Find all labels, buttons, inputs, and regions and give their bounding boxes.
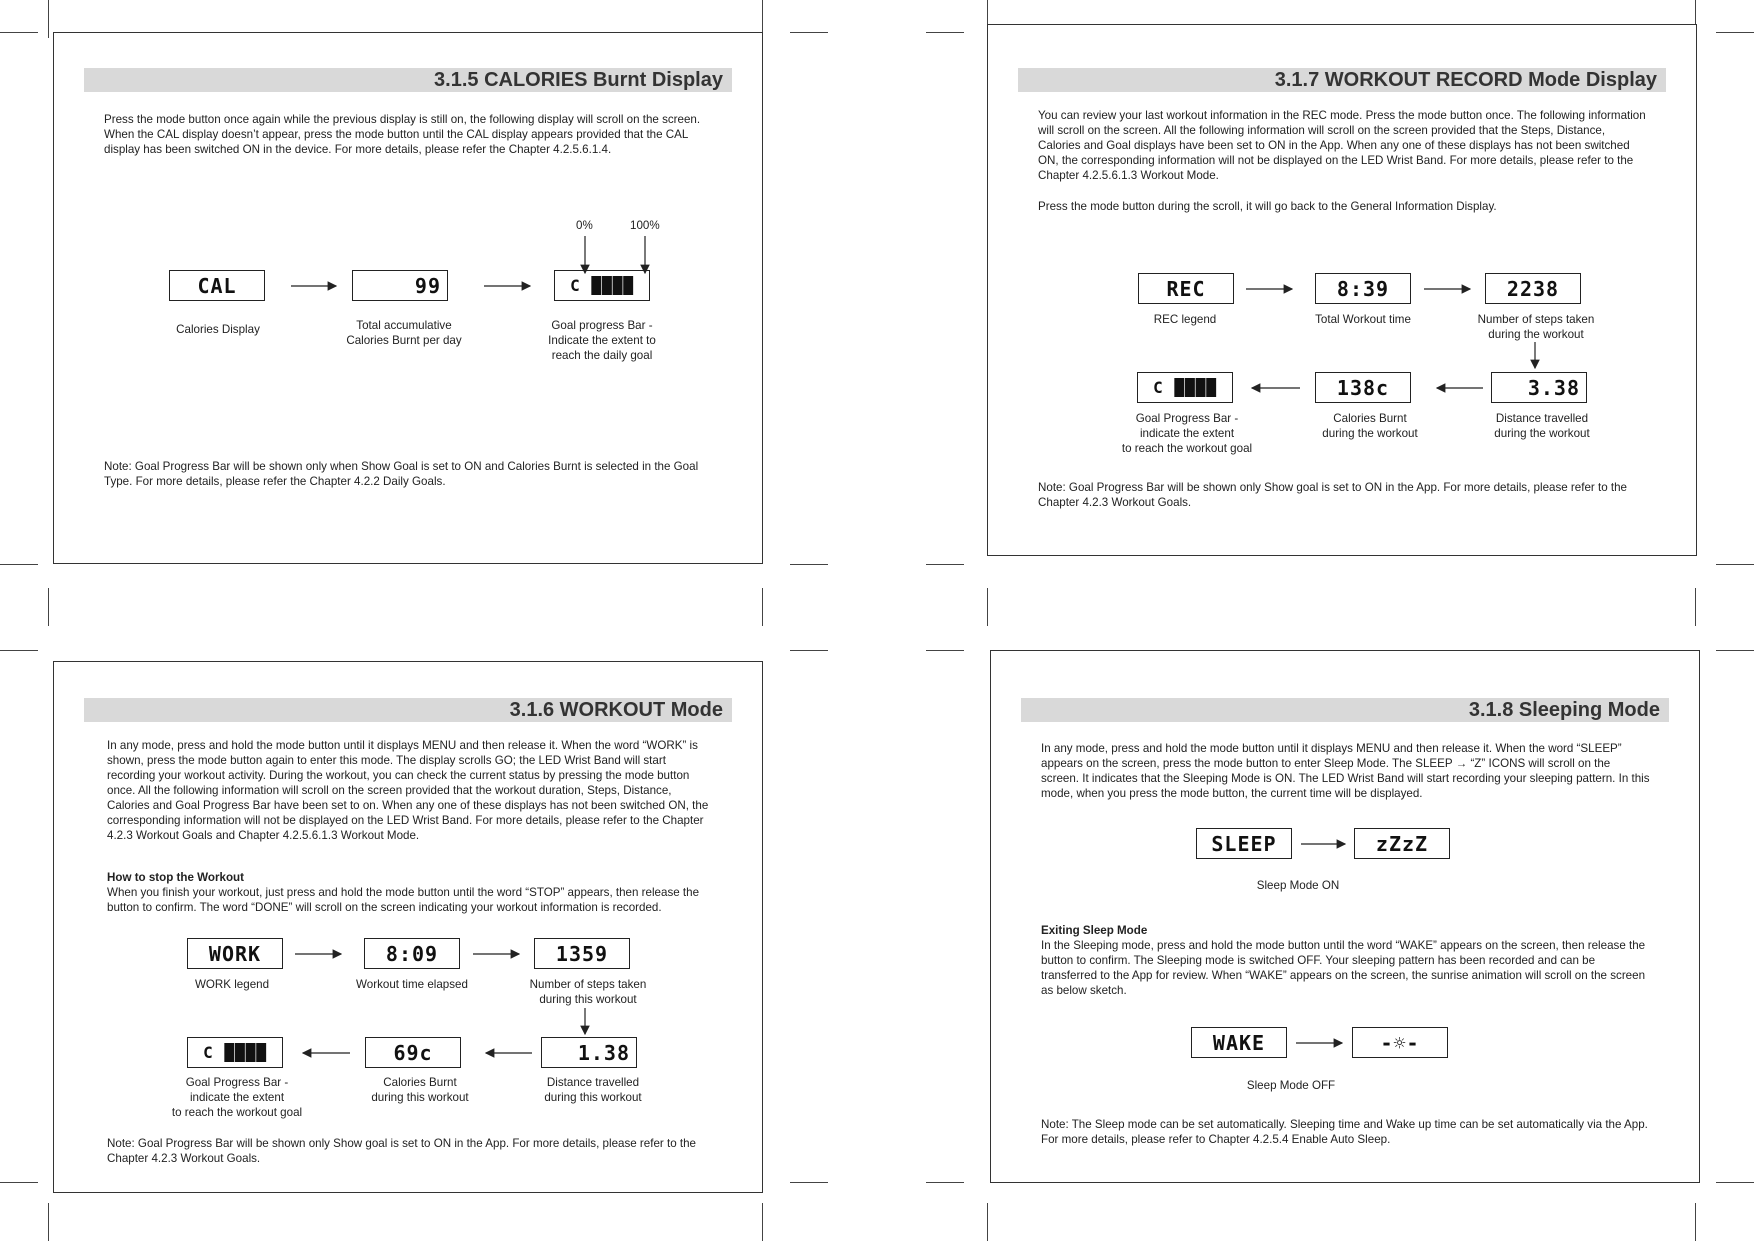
caption-work: WORK legend <box>194 978 270 991</box>
crop-mark <box>0 32 38 33</box>
led-text: 138c <box>1336 375 1390 400</box>
caption-calories: Calories Burnt during the workout <box>1322 412 1418 440</box>
caption-goal-bar: Goal Progress Bar - indicate the extent to reach the workout goal <box>1121 412 1253 455</box>
led-text: 99 <box>414 273 441 298</box>
stop-text: When you finish your workout, just press and hold the mode button until the word “STOP” appears, then release the button to confirm. The word “DONE” will scroll on the screen indicating your workout information is recorded. <box>107 886 700 914</box>
led-text: 69c <box>393 1040 433 1065</box>
caption-steps: Number of steps taken during the workout <box>1477 313 1595 341</box>
section-title: 3.1.6 WORKOUT Mode <box>509 699 723 721</box>
crop-mark <box>0 1182 38 1183</box>
section-title: 3.1.7 WORKOUT RECORD Mode Display <box>1274 69 1657 91</box>
caption-distance: Distance travelled during the workout <box>1494 412 1590 440</box>
led-text: zZzZ <box>1375 831 1429 856</box>
caption-goal-bar: Goal progress Bar - Indicate the extent to reach the daily goal <box>548 319 656 362</box>
exit-heading: Exiting Sleep Mode <box>1041 924 1148 937</box>
led-text: 2238 <box>1506 276 1560 301</box>
section-title: 3.1.5 CALORIES Burnt Display <box>434 69 723 91</box>
led-text: 8:09 <box>385 941 439 966</box>
caption-calories-display: Calories Display <box>176 323 260 336</box>
crop-mark <box>926 650 964 651</box>
led-text: 3.38 <box>1527 375 1580 400</box>
intro-text: Press the mode button once again while the previous display is still on, the following display will scroll on the screen. When the CAL display doesn’t appear, press the mode button until the CAL display appears provided that the CAL display has been switched ON in the device. For more details, please refer the Chapter 4.2.5.6.1.4. <box>104 113 701 156</box>
crop-mark <box>1695 588 1696 626</box>
workout-record-page <box>987 24 1697 556</box>
crop-mark <box>48 588 49 626</box>
crop-mark <box>926 1182 964 1183</box>
note-text: Note: The Sleep mode can be set automatically. Sleeping time and Wake up time can be set automatically via the App. For more details, please refer to Chapter 4.2.5.4 Enable Auto Sleep. <box>1041 1118 1648 1146</box>
caption-total-calories: Total accumulative Calories Burnt per day <box>346 319 462 347</box>
note-text: Note: Goal Progress Bar will be shown only Show goal is set to ON in the App. For more details, please refer to the Chapter 4.2.3 Workout Goals. <box>1038 481 1627 509</box>
crop-mark <box>926 564 964 565</box>
caption-steps: Number of steps taken during this workout <box>529 978 647 1006</box>
caption-calories: Calories Burnt during this workout <box>371 1076 469 1104</box>
flow-arrows <box>54 662 762 1192</box>
percent-end-label: 100% <box>630 219 660 232</box>
caption-time: Workout time elapsed <box>356 978 468 991</box>
crop-mark <box>1716 564 1754 565</box>
led-text: 1359 <box>555 941 609 966</box>
crop-mark <box>762 1203 763 1241</box>
crop-mark <box>0 650 38 651</box>
crop-mark <box>790 32 828 33</box>
crop-mark <box>1695 1203 1696 1241</box>
crop-mark <box>987 1203 988 1241</box>
crop-mark <box>790 650 828 651</box>
led-text: REC <box>1166 276 1206 301</box>
intro-text: You can review your last workout information in the REC mode. Press the mode button once. The following information will scroll on the screen. All the following information will scroll on the screen provided that the Steps, Distance, Calories and Goal displays have been set to ON in the App. When any one of these displays has not been switched ON, the corresponding information will not be displayed on the LED Wrist Band. For more details, please refer to the Chapter 4.2.5.6.1.3 Workout Mode. <box>1038 109 1646 182</box>
crop-mark <box>987 588 988 626</box>
caption-sleep-off: Sleep Mode OFF <box>1246 1079 1336 1092</box>
led-text: WAKE <box>1212 1030 1266 1055</box>
flow-arrows <box>991 651 1699 1182</box>
crop-mark <box>762 588 763 626</box>
crop-mark <box>1716 1182 1754 1183</box>
calories-page <box>53 32 763 564</box>
led-text: SLEEP <box>1211 831 1277 856</box>
crop-mark <box>1716 650 1754 651</box>
intro-text: In any mode, press and hold the mode button until it displays MENU and then release it. When the word “SLEEP” appears on the screen, press the mode button to enter Sleep Mode. The SLEEP → “Z” ICONS will scroll on the screen. It indicates that the Sleeping Mode is ON. The LED Wrist Band will start recording your sleeping pattern. In this mode, when you press the mode button, the current time will be displayed. <box>1041 742 1650 800</box>
crop-mark <box>790 1182 828 1183</box>
led-text: C ████ <box>570 275 634 295</box>
crop-mark <box>48 1203 49 1241</box>
caption-goal-bar: Goal Progress Bar - indicate the extent to reach the workout goal <box>171 1076 303 1119</box>
led-text: C ████ <box>1153 377 1217 397</box>
section-title: 3.1.8 Sleeping Mode <box>1468 699 1660 721</box>
percent-start-label: 0% <box>576 219 593 232</box>
workout-page <box>53 661 763 1193</box>
note-text: Note: Goal Progress Bar will be shown only Show goal is set to ON in the App. For more details, please refer to the Chapter 4.2.3 Workout Goals. <box>107 1137 696 1165</box>
led-text: -☼- <box>1380 1030 1420 1055</box>
crop-mark <box>790 564 828 565</box>
caption-rec: REC legend <box>1153 313 1217 326</box>
caption-sleep-on: Sleep Mode ON <box>1256 879 1340 892</box>
led-text: 1.38 <box>577 1040 630 1065</box>
crop-mark <box>1716 32 1754 33</box>
caption-distance: Distance travelled during this workout <box>544 1076 642 1104</box>
crop-mark <box>48 0 49 38</box>
stop-heading: How to stop the Workout <box>107 871 244 884</box>
intro-text: In any mode, press and hold the mode button until it displays MENU and then release it. When the word “WORK” is shown, press the mode button again to enter this mode. The display scrolls GO; the LED Wrist Band will start recording your workout activity. During the workout, you can check the current status by pressing the mode button once. All the following information will scroll on the screen provided that the workout duration, Steps, Distance, Calories and Goal Progress Bar have been set to on. When any one of these displays has not been switched ON, the corresponding information will not be displayed on the LED Wrist Band. For more details, please refer to the Chapter 4.2.3 Workout Goals and Chapter 4.2.5.6.1.3 Workout Mode. <box>107 739 709 842</box>
crop-mark <box>926 32 964 33</box>
led-text: 8:39 <box>1336 276 1390 301</box>
caption-time: Total Workout time <box>1315 313 1411 326</box>
crop-mark <box>0 564 38 565</box>
intro-text-2: Press the mode button during the scroll, it will go back to the General Information Display. <box>1038 200 1497 213</box>
led-text: C ████ <box>203 1042 267 1062</box>
flow-arrows <box>988 25 1696 555</box>
note-text: Note: Goal Progress Bar will be shown only when Show Goal is set to ON and Calories Burnt is selected in the Goal Type. For more details, please refer the Chapter 4.2.2 Daily Goals. <box>104 460 699 488</box>
sleeping-page <box>990 650 1700 1183</box>
led-text: CAL <box>197 273 237 298</box>
led-text: WORK <box>208 941 262 966</box>
exit-text: In the Sleeping mode, press and hold the mode button until the word “WAKE” appears on the screen, then release the button to confirm. The Sleeping mode is switched OFF. Your sleeping pattern has been recorded and can be transferred to the App for review. When “WAKE” appears on the screen, the sunrise animation will scroll on the screen as below sketch. <box>1041 939 1646 997</box>
